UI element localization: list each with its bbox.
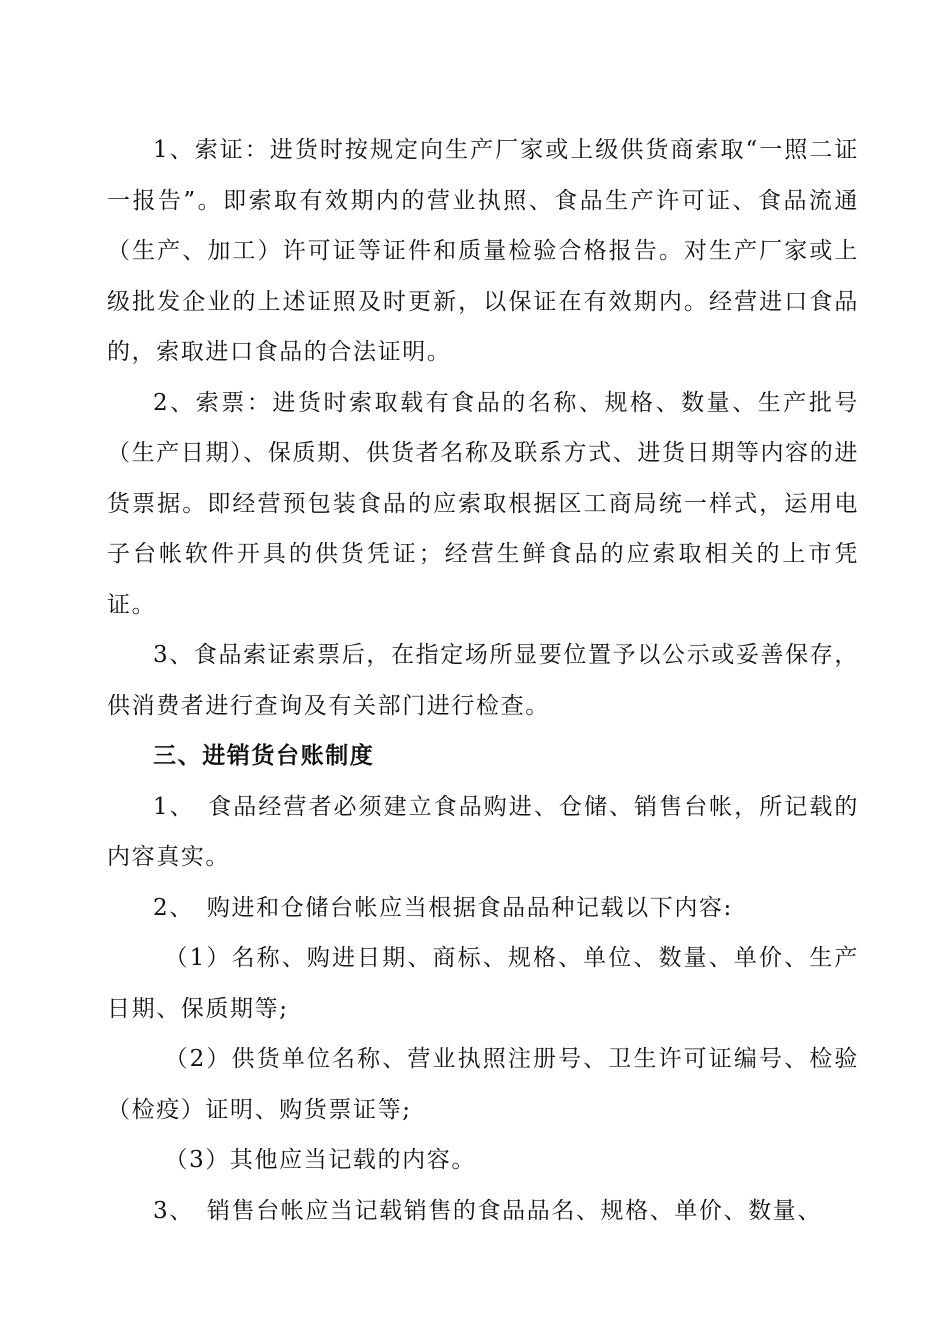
sub-item-product-details: （1）名称、购进日期、商标、规格、单位、数量、单价、生产日期、保质期等; — [107, 945, 859, 1022]
list-item-ledger-requirement: 1、 食品经营者必须建立食品购进、仓储、销售台帐，所记载的内容真实。 — [107, 793, 859, 870]
paragraph-license-verification: 1、索证：进货时按规定向生产厂家或上级供货商索取“一照二证一报告”。即索取有效期内的营业执照、食品生产许可证、食品流通（生产、加工）许可证等证件和质量检验合格报告。对生产厂家或上级批发企业的上述证照及时更新，以保证在有效期内。经营进口食品的，索取进口食品的合法证明。 — [107, 137, 859, 365]
paragraph-invoice-collection: 2、索票：进货时索取载有食品的名称、规格、数量、生产批号（生产日期）、保质期、供货者名称及联系方式、进货日期等内容的进货票据。即经营预包装食品的应索取根据区工商局统一样式，运用电子台帐软件开具的供货凭证；经营生鲜食品的应索取相关的上市凭证。 — [107, 389, 859, 618]
list-item-purchase-ledger: 2、 购进和仓储台帐应当根据食品品种记载以下内容: — [153, 894, 733, 921]
document-body — [107, 125, 859, 1236]
paragraph-public-display: 3、食品索证索票后，在指定场所显要位置予以公示或妥善保存，供消费者进行查询及有关部门进行检查。 — [107, 642, 859, 719]
sub-item-supplier-details: （2）供货单位名称、营业执照注册号、卫生许可证编号、检验（检疫）证明、购货票证等; — [107, 1046, 859, 1123]
sub-item-other-content: （3）其他应当记载的内容。 — [164, 1147, 476, 1173]
list-item-sales-ledger: 3、 销售台帐应当记载销售的食品品名、规格、单价、数量、 — [153, 1197, 822, 1224]
section-heading: 三、进销货台账制度 — [153, 742, 375, 769]
